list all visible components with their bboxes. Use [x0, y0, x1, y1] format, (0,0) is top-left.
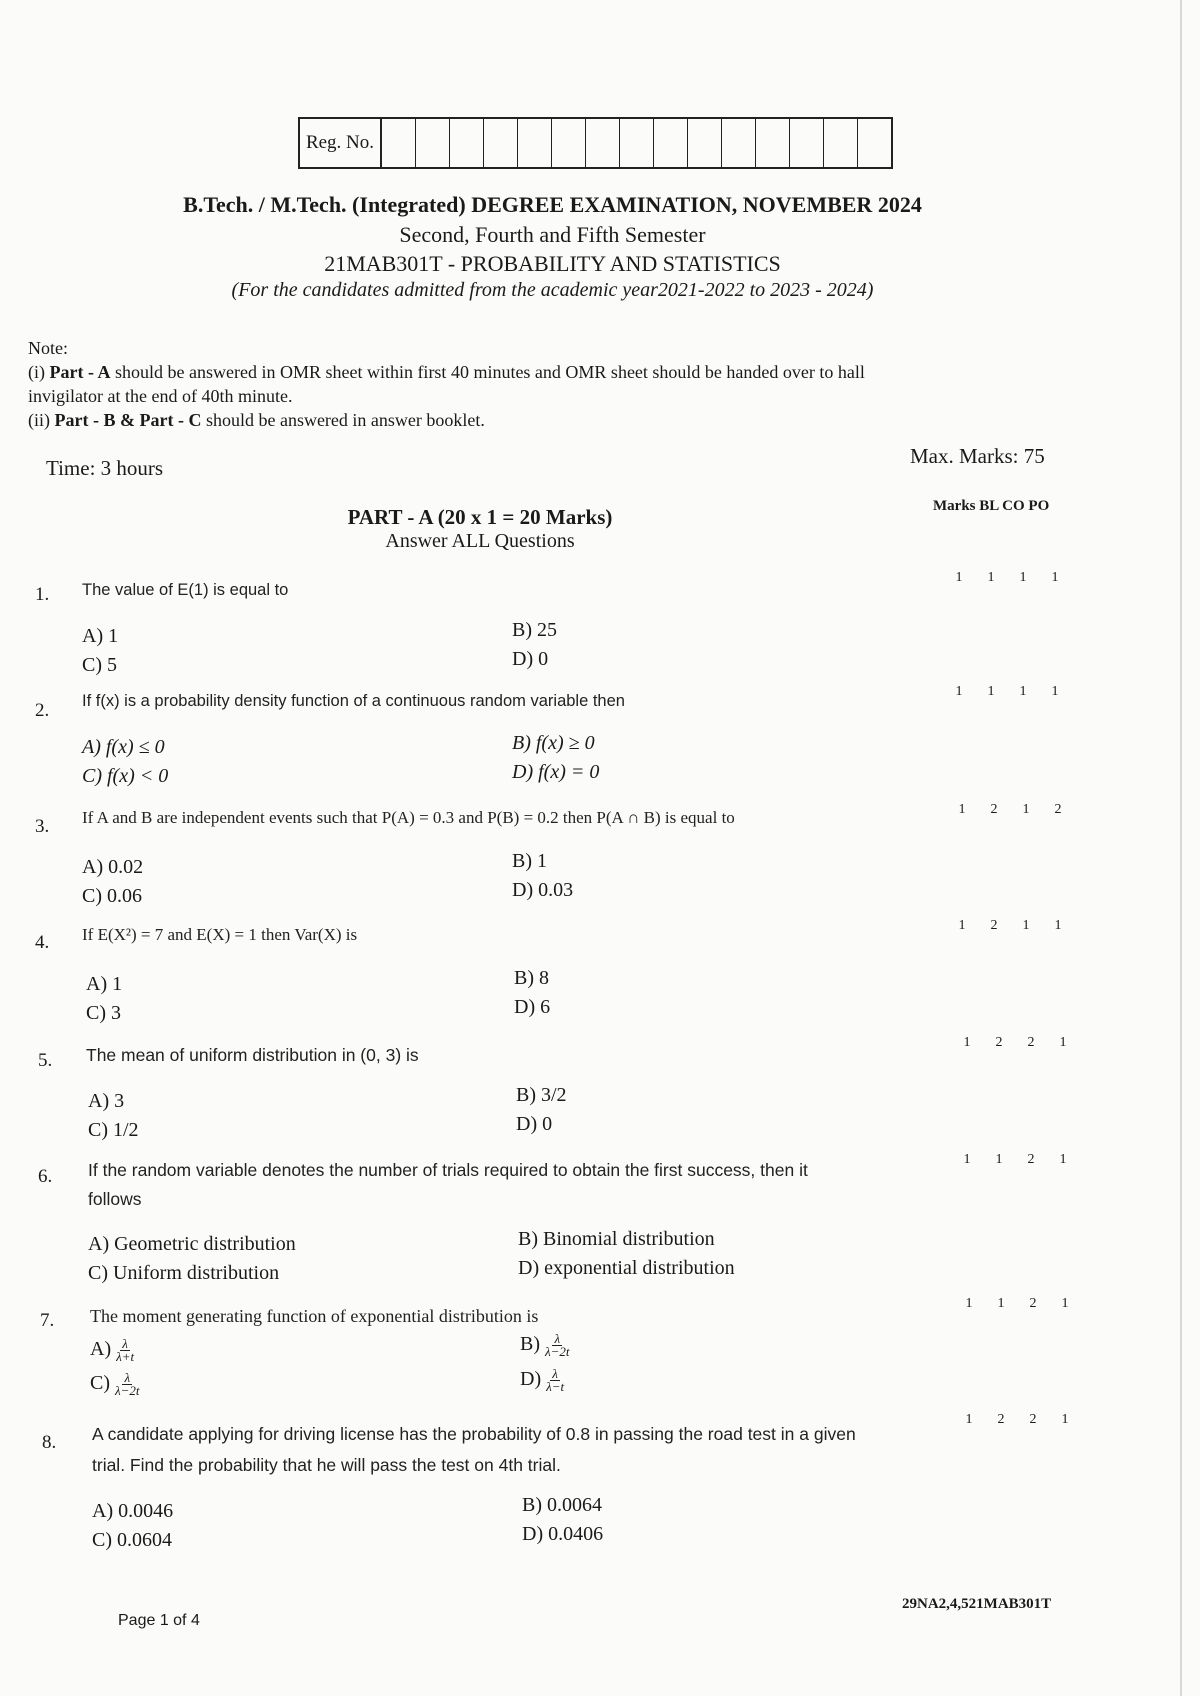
page-number: Page 1 of 4 [118, 1612, 200, 1629]
option-c: C) 3 [86, 1002, 121, 1024]
question-text: If the random variable denotes the number of trials required to obtain the first success, then it [88, 1160, 808, 1180]
option-b: B) 8 [514, 967, 549, 989]
option-c: C) 1/2 [88, 1119, 139, 1141]
fraction-numerator: λ [552, 1366, 558, 1381]
co-value: 1 [1019, 570, 1027, 585]
reg-cell [484, 119, 518, 167]
exam-title: B.Tech. / M.Tech. (Integrated) DEGREE EXAMINATION, NOVEMBER 2024 [183, 192, 922, 217]
question-marks [952, 570, 1062, 586]
question-marks [962, 1296, 1072, 1312]
co-value: 2 [1029, 1412, 1037, 1427]
reg-cell [620, 119, 654, 167]
reg-cell [382, 119, 416, 167]
part-a-title: PART - A (20 x 1 = 20 Marks) [347, 505, 613, 529]
bl-value: 1 [987, 684, 995, 699]
option-a: A) 1 [86, 973, 123, 995]
question-number: 8. [42, 1432, 57, 1453]
question-marks [955, 918, 1065, 934]
bl-value: 2 [990, 918, 998, 933]
option-a: A) 0.02 [82, 856, 144, 878]
question-number: 3. [35, 816, 50, 837]
marks-value: 1 [965, 1412, 973, 1427]
option-d: D) 0 [516, 1113, 553, 1135]
po-value: 1 [1054, 918, 1062, 933]
po-value: 1 [1051, 570, 1059, 585]
bl-value: 1 [997, 1296, 1005, 1311]
question-text: If E(X²) = 7 and E(X) = 1 then Var(X) is [82, 925, 358, 944]
question-marks [952, 684, 1062, 700]
option-d [520, 1368, 564, 1393]
question-text: The moment generating function of exponential distribution is [90, 1306, 539, 1326]
reg-cell [790, 119, 824, 167]
note-line-3 [28, 408, 1088, 432]
fraction-denominator: λ−t [546, 1379, 565, 1394]
reg-cell [416, 119, 450, 167]
question-number: 1. [35, 584, 50, 605]
option-c: C) Uniform distribution [88, 1262, 280, 1284]
question-text: A candidate applying for driving license has the probability of 0.8 in passing the road test in a given [92, 1424, 856, 1444]
note-prefix: (ii) [28, 410, 55, 430]
fraction-denominator: λ−2t [115, 1383, 140, 1398]
reg-cell [858, 119, 891, 167]
note-heading: Note: [28, 338, 68, 358]
note-line-2: invigilator at the end of 40th minute. [28, 386, 293, 406]
reg-label: Reg. No. [300, 119, 382, 167]
co-value: 2 [1027, 1035, 1035, 1050]
marks-value: 1 [958, 802, 966, 817]
note-prefix: (i) [28, 362, 50, 382]
option-b: B) 1 [512, 850, 547, 872]
fraction [545, 1333, 570, 1358]
reg-cell [756, 119, 790, 167]
question-number: 5. [38, 1050, 53, 1071]
co-value: 2 [1027, 1152, 1035, 1167]
co-value: 1 [1019, 684, 1027, 699]
marks-value: 1 [965, 1296, 973, 1311]
note-bold: Part - B & Part - C [54, 410, 202, 430]
reg-cell [450, 119, 484, 167]
fraction-numerator: λ [122, 1336, 128, 1351]
option-b: B) 0.0064 [522, 1494, 602, 1516]
fraction-denominator: λ+t [116, 1349, 135, 1364]
bl-value: 1 [995, 1152, 1003, 1167]
reg-cell [518, 119, 552, 167]
note-bold: Part - A [49, 362, 111, 382]
option-label: B) [520, 1333, 540, 1356]
option-label: C) [90, 1372, 110, 1395]
po-value: 1 [1059, 1152, 1067, 1167]
part-a-heading [330, 505, 630, 553]
max-marks: Max. Marks: 75 [910, 444, 1045, 468]
reg-cell [722, 119, 756, 167]
scan-edge [1180, 0, 1182, 1696]
question-text: If f(x) is a probability density function of a continuous random variable then [82, 692, 625, 710]
option-b: B) 25 [512, 619, 557, 641]
option-b: B) 3/2 [516, 1084, 567, 1106]
question-number: 6. [38, 1166, 53, 1187]
time-label: Time: 3 hours [46, 456, 164, 480]
fraction-numerator: λ [124, 1370, 131, 1385]
question-marks [960, 1152, 1070, 1168]
question-marks [960, 1035, 1070, 1051]
note-line-1 [28, 360, 1088, 384]
option-b [520, 1333, 570, 1358]
option-d: D) 0 [512, 648, 549, 670]
reg-cell [654, 119, 688, 167]
marks-value: 1 [963, 1152, 971, 1167]
option-a: A) 1 [82, 625, 119, 647]
note-text: should be answered in OMR sheet within first 40 minutes and OMR sheet should be handed over to hall [110, 362, 865, 382]
option-c: C) 5 [82, 654, 117, 676]
option-c [90, 1372, 140, 1397]
paper-code: 29NA2,4,521MAB301T [902, 1596, 1052, 1612]
fraction [546, 1368, 564, 1393]
reg-cell [552, 119, 586, 167]
po-value: 2 [1054, 802, 1062, 817]
bl-value: 1 [987, 570, 995, 585]
marks-columns-header: Marks BL CO PO [933, 498, 1050, 514]
course-line: 21MAB301T - PROBABILITY AND STATISTICS [324, 251, 781, 276]
reg-number-box [298, 117, 893, 169]
option-a [90, 1338, 134, 1363]
reg-cell [586, 119, 620, 167]
option-label: D) [520, 1368, 542, 1391]
question-number: 7. [40, 1310, 55, 1331]
co-value: 1 [1022, 802, 1030, 817]
option-c: C) 0.06 [82, 885, 142, 907]
question-text: The value of E(1) is equal to [82, 581, 289, 599]
option-b: B) f(x) ≥ 0 [512, 732, 595, 754]
question-marks [962, 1412, 1072, 1428]
bl-value: 2 [997, 1412, 1005, 1427]
question-text: The mean of uniform distribution in (0, 3) is [86, 1045, 419, 1065]
marks-value: 1 [955, 570, 963, 585]
note-text: should be answered in answer booklet. [201, 410, 485, 430]
semester-line: Second, Fourth and Fifth Semester [399, 222, 706, 247]
note-block [28, 336, 1088, 432]
fraction [116, 1338, 134, 1363]
question-marks [955, 802, 1065, 818]
po-value: 1 [1059, 1035, 1067, 1050]
bl-value: 2 [990, 802, 998, 817]
question-text-cont: follows [88, 1189, 142, 1209]
marks-value: 1 [963, 1035, 971, 1050]
option-a: A) 3 [88, 1090, 125, 1112]
po-value: 1 [1061, 1412, 1069, 1427]
question-text: If A and B are independent events such that P(A) = 0.3 and P(B) = 0.2 then P(A ∩ B) is equal to [82, 808, 735, 827]
option-b: B) Binomial distribution [518, 1228, 715, 1250]
fraction [115, 1372, 140, 1397]
option-label: A) [90, 1338, 112, 1361]
po-value: 1 [1051, 684, 1059, 699]
co-value: 2 [1029, 1296, 1037, 1311]
option-a: A) f(x) ≤ 0 [82, 736, 165, 758]
part-a-subtitle: Answer ALL Questions [385, 530, 575, 552]
question-text-cont: trial. Find the probability that he will pass the test on 4th trial. [92, 1455, 561, 1475]
marks-value: 1 [955, 684, 963, 699]
option-c: C) 0.0604 [92, 1529, 172, 1551]
option-d: D) f(x) = 0 [512, 761, 600, 783]
fraction-numerator: λ [554, 1331, 561, 1346]
reg-cell [688, 119, 722, 167]
marks-value: 1 [958, 918, 966, 933]
reg-cell [824, 119, 858, 167]
option-d: D) 0.03 [512, 879, 574, 901]
admitted-line: (For the candidates admitted from the academic year2021-2022 to 2023 - 2024) [231, 279, 874, 301]
bl-value: 2 [995, 1035, 1003, 1050]
option-d: D) 0.0406 [522, 1523, 604, 1545]
option-d: D) exponential distribution [518, 1257, 735, 1279]
co-value: 1 [1022, 918, 1030, 933]
po-value: 1 [1061, 1296, 1069, 1311]
option-d: D) 6 [514, 996, 551, 1018]
question-number: 4. [35, 932, 50, 953]
option-c: C) f(x) < 0 [82, 765, 169, 787]
fraction-denominator: λ−2t [545, 1344, 570, 1359]
question-number: 2. [35, 700, 50, 721]
option-a: A) Geometric distribution [88, 1233, 296, 1255]
option-a: A) 0.0046 [92, 1500, 174, 1522]
